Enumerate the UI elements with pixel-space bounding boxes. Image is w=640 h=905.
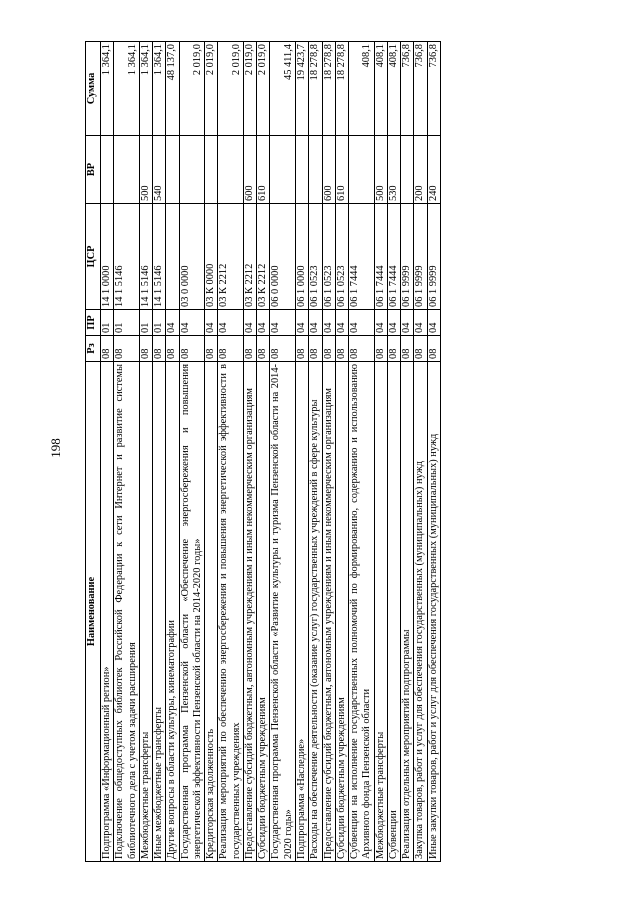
cell-sum: 48 137,0 [166, 42, 179, 136]
table-row [153, 42, 166, 862]
cell-rz: 08 [335, 336, 348, 362]
cell-csr: 14 1 5146 [139, 204, 152, 310]
cell-pr: 04 [414, 310, 427, 336]
cell-pr: 04 [270, 310, 296, 336]
cell-pr: 04 [243, 310, 256, 336]
cell-name: Предоставление субсидий бюджетным, автономным учреждениям и иным некоммерческим организациям [243, 362, 256, 862]
cell-pr: 04 [205, 310, 218, 336]
cell-sum: 19 423,7 [295, 42, 308, 136]
table-row [166, 42, 179, 862]
cell-sum: 1 364,1 [114, 42, 140, 136]
cell-csr: 06 1 7444 [374, 204, 387, 310]
cell-name: Государственная программа Пензенской области «Обеспечение энергосбережения и повышения энергетической эффективности Пензенской области на 2014-2020 годы» [179, 362, 205, 862]
cell-csr: 14 1 0000 [101, 204, 114, 310]
table-row [218, 42, 244, 862]
cell-name: Закупка товаров, работ и услуг для обеспечения государственных (муниципальных) нужд [414, 362, 427, 862]
table-row [101, 42, 114, 862]
table-row [414, 42, 427, 862]
table-row [257, 42, 270, 862]
table-row [322, 42, 335, 862]
cell-sum: 1 364,1 [101, 42, 114, 136]
cell-sum: 408,1 [387, 42, 400, 136]
table-row [139, 42, 152, 862]
cell-sum: 2 019,0 [218, 42, 244, 136]
cell-vr [166, 136, 179, 204]
cell-name: Субвенции на исполнение государственных полномочий по формированию, содержанию и использованию Архивного фонда Пензенской области [349, 362, 375, 862]
cell-pr: 01 [153, 310, 166, 336]
cell-pr: 04 [401, 310, 414, 336]
cell-rz: 08 [166, 336, 179, 362]
cell-csr: 06 1 7444 [349, 204, 375, 310]
cell-rz: 08 [414, 336, 427, 362]
table-row [205, 42, 218, 862]
cell-csr: 06 1 9999 [427, 204, 440, 310]
cell-rz: 08 [270, 336, 296, 362]
cell-csr: 06 1 0523 [309, 204, 322, 310]
table-row [243, 42, 256, 862]
cell-vr: 530 [387, 136, 400, 204]
cell-pr: 01 [101, 310, 114, 336]
header-vr: ВР [86, 136, 101, 204]
cell-sum: 18 278,8 [335, 42, 348, 136]
cell-sum: 18 278,8 [322, 42, 335, 136]
cell-pr: 01 [114, 310, 140, 336]
cell-pr: 04 [166, 310, 179, 336]
cell-name: Межбюджетные трансферты [374, 362, 387, 862]
cell-rz: 08 [153, 336, 166, 362]
cell-sum: 2 019,0 [243, 42, 256, 136]
cell-vr: 500 [374, 136, 387, 204]
cell-csr: 06 1 0523 [335, 204, 348, 310]
cell-vr [101, 136, 114, 204]
cell-pr: 04 [257, 310, 270, 336]
cell-vr [349, 136, 375, 204]
cell-pr: 04 [295, 310, 308, 336]
cell-pr: 04 [179, 310, 205, 336]
cell-pr: 04 [349, 310, 375, 336]
cell-vr: 540 [153, 136, 166, 204]
cell-pr: 04 [374, 310, 387, 336]
table-row [114, 42, 140, 862]
cell-vr [114, 136, 140, 204]
table-row [295, 42, 308, 862]
cell-rz: 08 [349, 336, 375, 362]
cell-sum: 408,1 [374, 42, 387, 136]
cell-rz: 08 [218, 336, 244, 362]
cell-vr: 240 [427, 136, 440, 204]
cell-name: Подключение общедоступных библиотек Российской Федерации к сети Интернет и развитие системы библиотечного дела с учетом задачи расширения [114, 362, 140, 862]
cell-vr [179, 136, 205, 204]
cell-vr: 600 [243, 136, 256, 204]
header-csr: ЦСР [86, 204, 101, 310]
cell-rz: 08 [257, 336, 270, 362]
cell-name: Межбюджетные трансферты [139, 362, 152, 862]
table-row [427, 42, 440, 862]
table-row [349, 42, 375, 862]
cell-sum: 408,1 [349, 42, 375, 136]
cell-csr: 03 0 0000 [179, 204, 205, 310]
cell-name: Иные закупки товаров, работ и услуг для обеспечения государственных (муниципальных) нужд [427, 362, 440, 862]
cell-csr: 06 1 0000 [295, 204, 308, 310]
cell-csr: 14 1 5146 [114, 204, 140, 310]
table-row [179, 42, 205, 862]
table-header-row [86, 42, 101, 862]
cell-vr [218, 136, 244, 204]
cell-sum: 18 278,8 [309, 42, 322, 136]
table-row [374, 42, 387, 862]
cell-vr [401, 136, 414, 204]
header-pr: ПР [86, 310, 101, 336]
table-row [387, 42, 400, 862]
cell-name: Реализация мероприятий по обеспечению энергосбережения и повышения энергетической эффективности в государственных учреждениях [218, 362, 244, 862]
cell-pr: 04 [387, 310, 400, 336]
cell-sum: 736,8 [414, 42, 427, 136]
table-row [309, 42, 322, 862]
cell-vr [270, 136, 296, 204]
header-rz: Рз [86, 336, 101, 362]
cell-csr: 03 К 0000 [205, 204, 218, 310]
cell-rz: 08 [179, 336, 205, 362]
cell-sum: 2 019,0 [257, 42, 270, 136]
cell-csr: 06 1 0523 [322, 204, 335, 310]
cell-vr [295, 136, 308, 204]
cell-rz: 08 [114, 336, 140, 362]
cell-sum: 736,8 [401, 42, 414, 136]
cell-name: Кредиторская задолженность [205, 362, 218, 862]
cell-sum: 45 411,4 [270, 42, 296, 136]
table-row [401, 42, 414, 862]
cell-csr: 06 1 9999 [414, 204, 427, 310]
cell-vr: 500 [139, 136, 152, 204]
cell-csr: 06 1 7444 [387, 204, 400, 310]
cell-rz: 08 [387, 336, 400, 362]
rotated-page-content [85, 42, 441, 862]
cell-name: Предоставление субсидий бюджетным, автономным учреждениям и иным некоммерческим организациям [322, 362, 335, 862]
cell-name: Иные межбюджетные трансферты [153, 362, 166, 862]
cell-csr: 03 К 2212 [243, 204, 256, 310]
cell-vr [309, 136, 322, 204]
cell-csr: 03 К 2212 [257, 204, 270, 310]
cell-name: Другие вопросы в области культуры, кинематографии [166, 362, 179, 862]
cell-rz: 08 [295, 336, 308, 362]
cell-vr: 200 [414, 136, 427, 204]
cell-name: Субвенции [387, 362, 400, 862]
cell-rz: 08 [322, 336, 335, 362]
cell-vr: 610 [335, 136, 348, 204]
cell-rz: 08 [139, 336, 152, 362]
cell-name: Реализация отдельных мероприятий подпрограммы [401, 362, 414, 862]
cell-name: Подпрограмма «Информационный регион» [101, 362, 114, 862]
header-name: Наименование [86, 362, 101, 862]
cell-rz: 08 [401, 336, 414, 362]
cell-pr: 04 [335, 310, 348, 336]
cell-vr: 600 [322, 136, 335, 204]
cell-csr [166, 204, 179, 310]
cell-sum: 2 019,0 [205, 42, 218, 136]
cell-sum: 1 364,1 [139, 42, 152, 136]
table-body [101, 42, 441, 862]
cell-name: Субсидии бюджетным учреждениям [257, 362, 270, 862]
cell-csr: 14 1 5146 [153, 204, 166, 310]
cell-csr: 03 К 2212 [218, 204, 244, 310]
cell-name: Расходы на обеспечение деятельности (оказание услуг) государственных учреждений в сфере культуры [309, 362, 322, 862]
cell-rz: 08 [101, 336, 114, 362]
cell-pr: 04 [309, 310, 322, 336]
cell-sum: 736,8 [427, 42, 440, 136]
cell-rz: 08 [427, 336, 440, 362]
cell-name: Субсидии бюджетным учреждениям [335, 362, 348, 862]
cell-pr: 04 [427, 310, 440, 336]
cell-csr: 06 0 0000 [270, 204, 296, 310]
page-number: 198 [48, 438, 63, 458]
header-sum: Сумма [86, 42, 101, 136]
table-row [335, 42, 348, 862]
cell-rz: 08 [374, 336, 387, 362]
cell-sum: 1 364,1 [153, 42, 166, 136]
cell-vr [205, 136, 218, 204]
cell-rz: 08 [309, 336, 322, 362]
cell-rz: 08 [243, 336, 256, 362]
cell-name: Государственная программа Пензенской области «Развитие культуры и туризма Пензенской области на 2014-2020 годы» [270, 362, 296, 862]
cell-pr: 01 [139, 310, 152, 336]
table-row [270, 42, 296, 862]
budget-table [85, 41, 441, 862]
cell-pr: 04 [322, 310, 335, 336]
cell-csr: 06 1 9999 [401, 204, 414, 310]
cell-name: Подпрограмма «Наследие» [295, 362, 308, 862]
cell-vr: 610 [257, 136, 270, 204]
cell-pr: 04 [218, 310, 244, 336]
cell-sum: 2 019,0 [179, 42, 205, 136]
cell-rz: 08 [205, 336, 218, 362]
